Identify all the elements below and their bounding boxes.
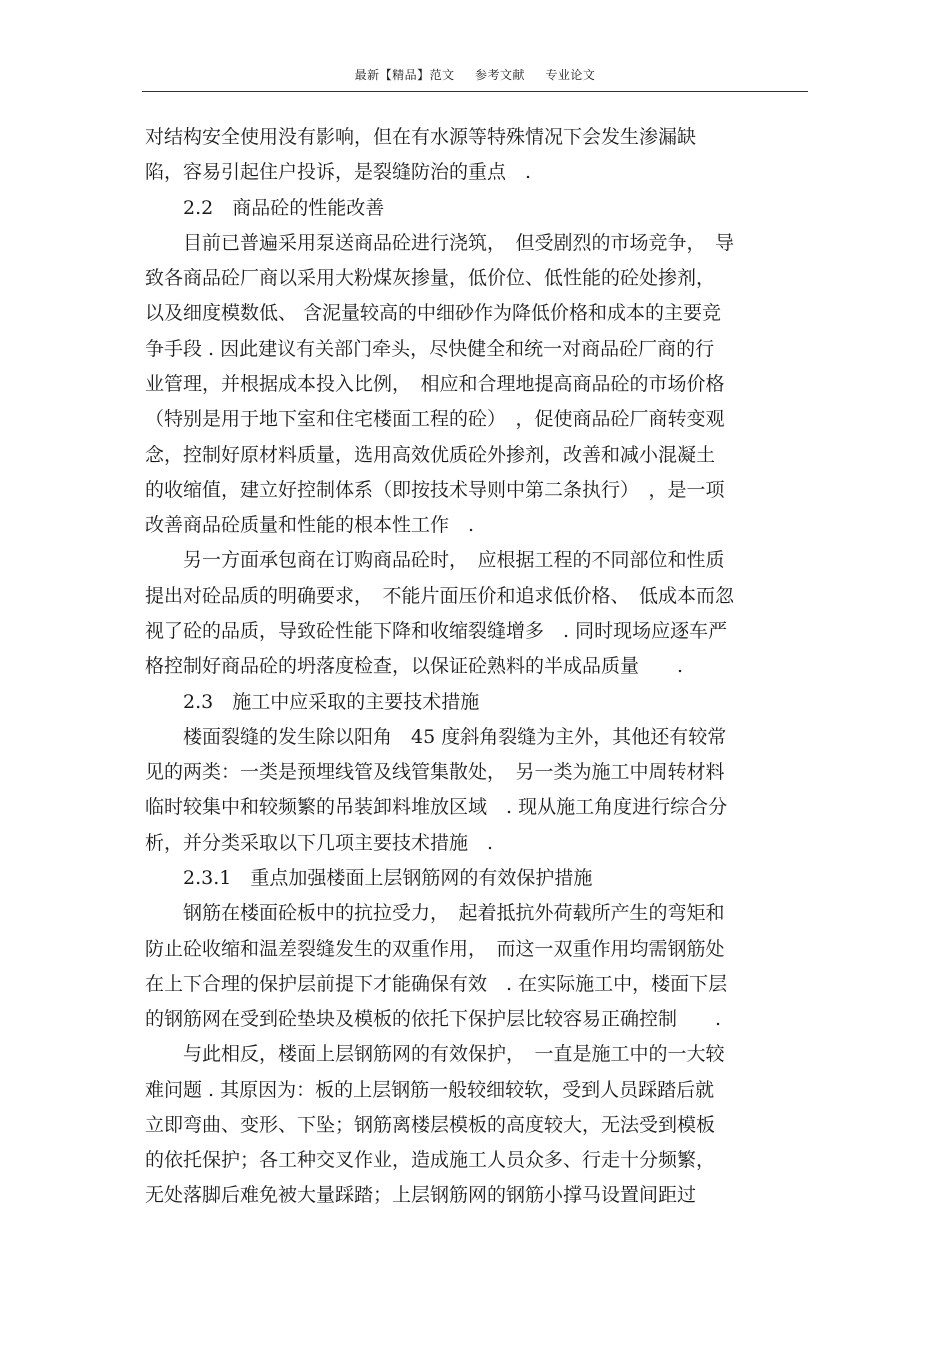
- header-item-featured: 最新【精品】范文: [354, 68, 455, 82]
- text-line: 的依托保护；各工种交叉作业，造成施工人员众多、行走十分频繁，: [145, 1149, 716, 1171]
- text-line: 无处落脚后难免被大量踩踏；上层钢筋网的钢筋小撑马设置间距过: [145, 1184, 697, 1206]
- text-line: 格控制好商品砼的坍落度检查，以保证砼熟料的半成品质量 .: [145, 655, 684, 677]
- text-line: （特别是用于地下室和住宅楼面工程的砼） ，促使商品砼厂商转变观: [145, 408, 725, 430]
- text-line: 临时较集中和较频繁的吊装卸料堆放区域 . 现从施工角度进行综合分: [145, 796, 728, 818]
- text-line: 的钢筋网在受到砼垫块及模板的依托下保护层比较容易正确控制 .: [145, 1008, 722, 1030]
- text-line: 业管理，并根据成本投入比例， 相应和合理地提高商品砼的市场价格: [145, 373, 725, 395]
- text-line: 钢筋在楼面砼板中的抗拉受力， 起着抵抗外荷载所产生的弯矩和: [145, 902, 725, 924]
- text-line: 难问题 . 其原因为：板的上层钢筋一般较细较软，受到人员踩踏后就: [145, 1079, 715, 1101]
- text-line: 楼面裂缝的发生除以阳角 45 度斜角裂缝为主外，其他还有较常: [145, 726, 727, 748]
- text-line: 与此相反，楼面上层钢筋网的有效保护， 一直是施工中的一大较: [145, 1043, 725, 1065]
- text-line: 另一方面承包商在订购商品砼时， 应根据工程的不同部位和性质: [145, 549, 725, 571]
- text-line: 改善商品砼质量和性能的根本性工作 .: [145, 514, 475, 536]
- text-line: 致各商品砼厂商以采用大粉煤灰掺量，低价位、低性能的砼处掺剂，: [145, 267, 716, 289]
- section-heading: 2.2 商品砼的性能改善: [145, 197, 385, 219]
- text-line: 视了砼的品质，导致砼性能下降和收缩裂缝增多 . 同时现场应逐车严: [145, 620, 728, 642]
- text-line: 在上下合理的保护层前提下才能确保有效 . 在实际施工中，楼面下层: [145, 973, 728, 995]
- text-line: 念，控制好原材料质量，选用高效优质砼外掺剂，改善和减小混凝土: [145, 444, 716, 466]
- header-item-references: 参考文献: [474, 68, 525, 82]
- text-line: 陷，容易引起住户投诉，是裂缝防治的重点 .: [145, 161, 532, 183]
- header-item-papers: 专业论文: [545, 68, 596, 82]
- text-line: 争手段 . 因此建议有关部门牵头，尽快健全和统一对商品砼厂商的行: [145, 338, 715, 360]
- text-line: 的收缩值，建立好控制体系（即按技术导则中第二条执行） ，是一项: [145, 479, 725, 501]
- text-line: 目前已普遍采用泵送商品砼进行浇筑， 但受剧烈的市场竞争， 导: [145, 232, 735, 254]
- text-line: 对结构安全使用没有影响，但在有水源等特殊情况下会发生渗漏缺: [145, 126, 697, 148]
- section-heading: 2.3 施工中应采取的主要技术措施: [145, 691, 480, 713]
- text-line: 析，并分类采取以下几项主要技术措施 .: [145, 832, 494, 854]
- header-rule: [142, 91, 808, 92]
- text-line: 提出对砼品质的明确要求， 不能片面压价和追求低价格、 低成本而忽: [145, 585, 735, 607]
- text-line: 以及细度模数低、 含泥量较高的中细砂作为降低价格和成本的主要竞: [145, 302, 722, 324]
- section-heading: 2.3.1 重点加强楼面上层钢筋网的有效保护措施: [145, 867, 593, 889]
- text-line: 立即弯曲、变形、下坠；钢筋离楼层模板的高度较大，无法受到模板: [145, 1114, 716, 1136]
- text-line: 防止砼收缩和温差裂缝发生的双重作用， 而这一双重作用均需钢筋处: [145, 938, 725, 960]
- page-header: [0, 66, 950, 83]
- text-line: 见的两类：一类是预埋线管及线管集散处， 另一类为施工中周转材料: [145, 761, 725, 783]
